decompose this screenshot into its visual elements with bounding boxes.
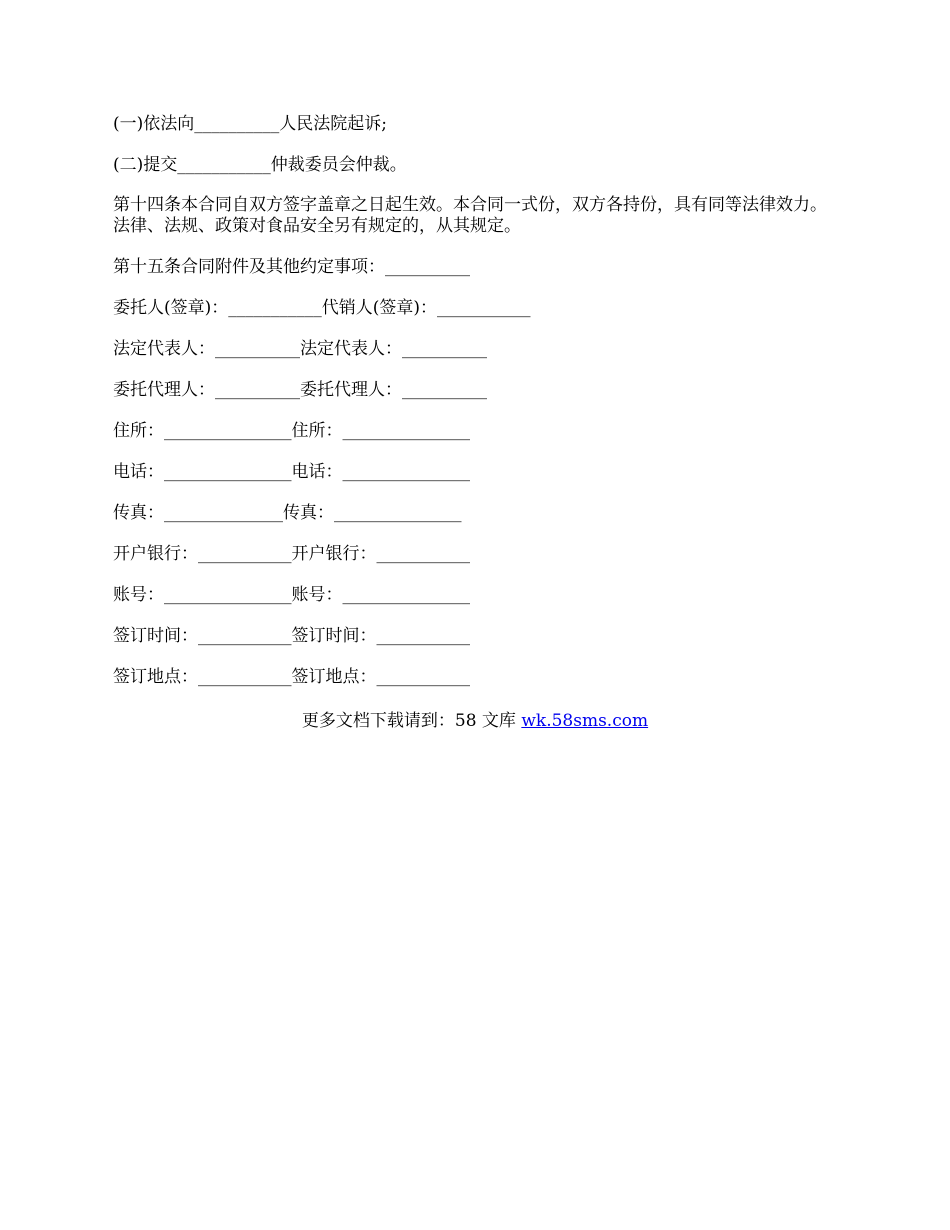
clause-15-attachments: 第十五条合同附件及其他约定事项：__________: [113, 257, 470, 277]
signature-row-bank: 开户银行：___________开户银行：___________: [113, 544, 470, 564]
signature-row-phone: 电话：_______________电话：_______________: [113, 462, 470, 482]
signature-row-account: 账号：_______________账号：_______________: [113, 585, 470, 605]
signature-row-date: 签订时间：___________签订时间：___________: [113, 626, 470, 646]
clause-14-effectiveness: 第十四条本合同自双方签字盖章之日起生效。本合同一式份，双方各持份，具有同等法律效力。法律、法规、政策对食品安全另有规定的，从其规定。: [113, 195, 827, 236]
clause-arbitration-option: (二)提交___________仲裁委员会仲裁。: [113, 155, 407, 175]
signature-row-address: 住所：_______________住所：_______________: [113, 421, 470, 441]
signature-row-parties: 委托人(签章)：___________代销人(签章)：___________: [113, 298, 531, 318]
document-body: [113, 113, 843, 707]
signature-row-place: 签订地点：___________签订地点：___________: [113, 667, 470, 687]
signature-row-legal-rep: 法定代表人：__________法定代表人：__________: [113, 339, 487, 359]
signature-row-fax: 传真：______________传真：_______________: [113, 503, 462, 523]
signature-row-agent: 委托代理人：__________委托代理人：__________: [113, 380, 487, 400]
clause-court-option: (一)依法向__________人民法院起诉;: [113, 114, 387, 134]
footer-text: 更多文档下载请到：58 文库: [301, 711, 522, 731]
footer-link[interactable]: wk.58sms.com: [521, 711, 649, 731]
download-footer: [0, 710, 950, 732]
